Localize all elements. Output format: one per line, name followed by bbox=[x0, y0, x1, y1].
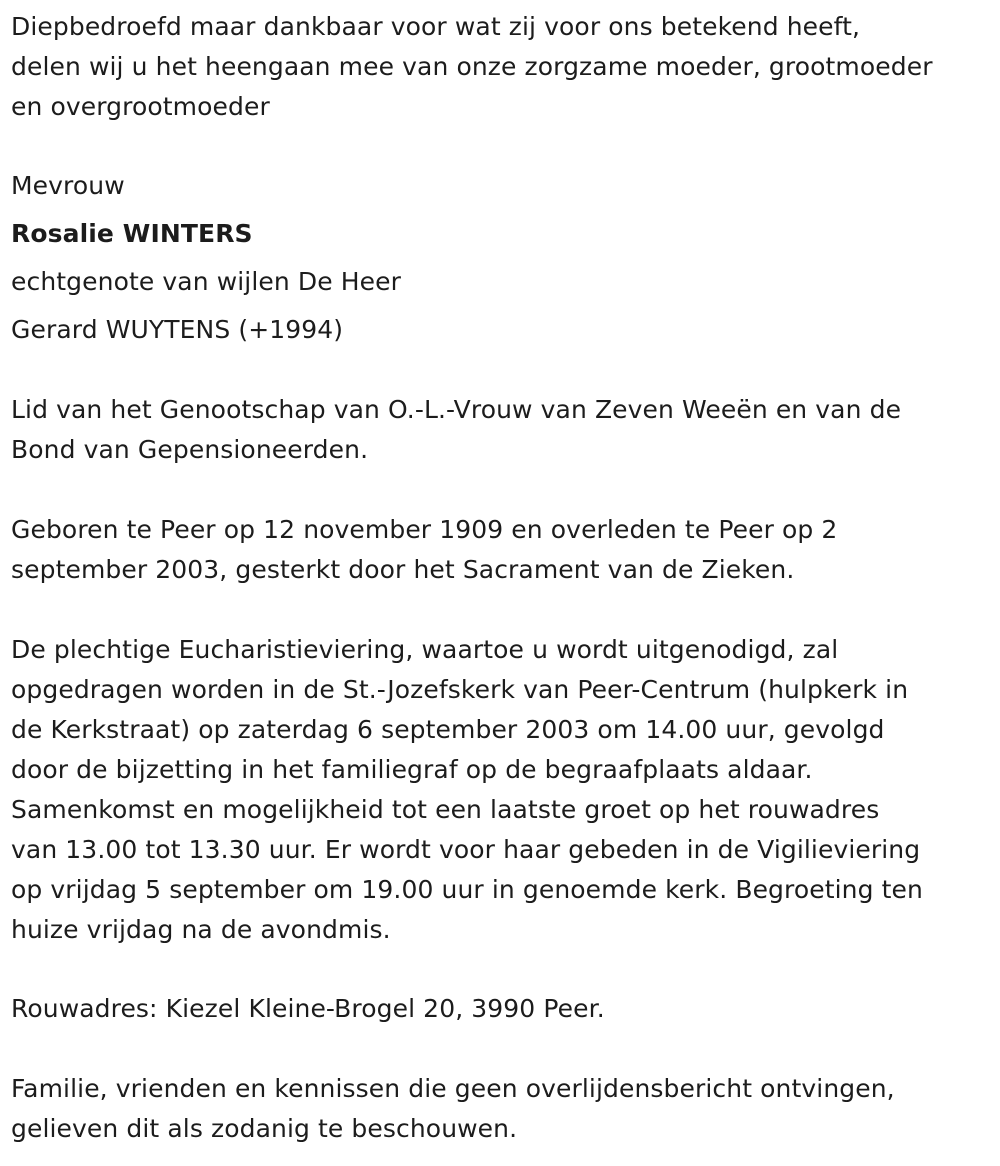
service-paragraph: De plechtige Eucharistieviering, waartoe u wordt uitgenodigd, zal opgedragen worden in de St.-Jozefskerk van Peer-Centrum (hulpkerk in de Kerkstraat) op zaterdag 6 september 2003 om 14.00 uur, gevolgd door de bijzetting in het familiegraf op de begraafplaats aldaar. Samenkomst en mogelijkheid tot een laatste groet op het rouwadres van 13.00 tot 13.30 uur. Er wordt voor haar gebeden in de Vigilieviering op vrijdag 5 september om 19.00 uur in genoemde kerk. Begroeting ten huize vrijdag na de avondmis. bbox=[11, 635, 923, 944]
membership-paragraph: Lid van het Genootschap van O.-L.-Vrouw van Zeven Weeën en van de Bond van Gepensioneerden. bbox=[11, 395, 902, 464]
honorific-title: Mevrouw bbox=[11, 171, 125, 200]
mourning-address: Rouwadres: Kiezel Kleine-Brogel 20, 3990 Peer. bbox=[11, 994, 605, 1023]
spouse-line-2: Gerard WUYTENS (+1994) bbox=[11, 315, 344, 344]
deceased-name: Rosalie WINTERS bbox=[11, 219, 253, 248]
birth-death-paragraph: Geboren te Peer op 12 november 1909 en overleden te Peer op 2 september 2003, gesterkt door het Sacrament van de Zieken. bbox=[11, 515, 838, 584]
intro-paragraph: Diepbedroefd maar dankbaar voor wat zij voor ons betekend heeft, delen wij u het heengaan mee van onze zorgzame moeder, grootmoeder en overgrootmoeder bbox=[11, 12, 933, 121]
closing-paragraph: Familie, vrienden en kennissen die geen overlijdensbericht ontvingen, gelieven dit als zodanig te beschouwen. bbox=[11, 1074, 895, 1143]
spouse-line-1: echtgenote van wijlen De Heer bbox=[11, 267, 401, 296]
